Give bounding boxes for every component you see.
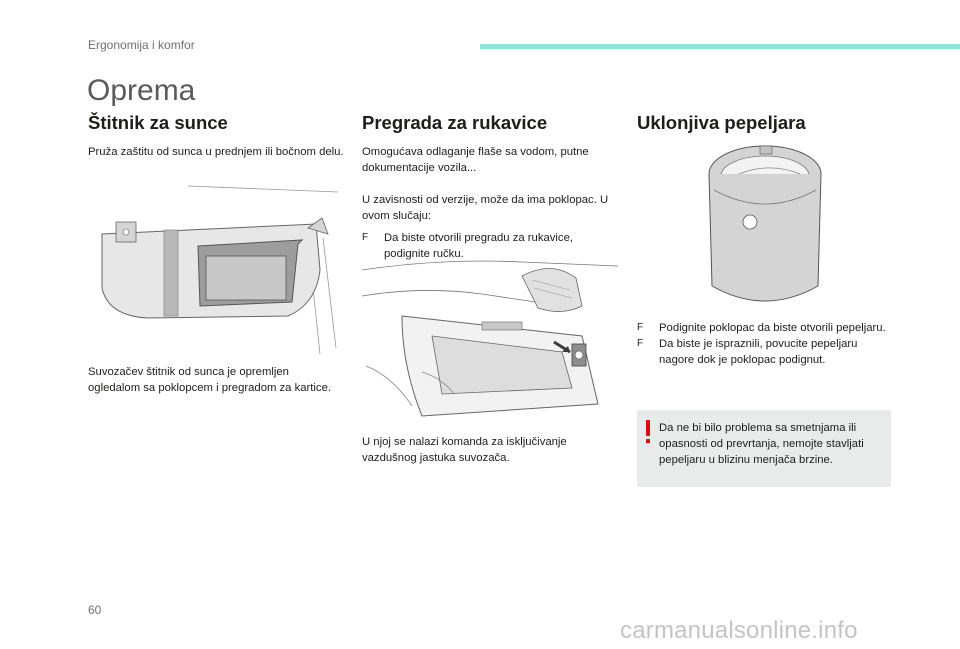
warning-box xyxy=(637,410,891,487)
sun-visor-illustration xyxy=(88,178,344,363)
intro-glove-box: Omogućava odlaganje flaše sa vodom, putne dokumentacije vozila... xyxy=(362,146,589,174)
caption-glove-box: U njoj se nalazi komanda za isključivanje vazdušnog jastuka suvozača. xyxy=(362,436,567,464)
heading-glove-box: Pregrada za rukavice xyxy=(362,112,548,133)
caption-glove-box-block xyxy=(362,434,618,466)
caption-sun-visor: Suvozačev štitnik od sunca je opremljen ogledalom sa poklopcem i pregradom za kartice. xyxy=(88,366,332,394)
heading-sun-visor: Štitnik za sunce xyxy=(88,112,228,133)
bullet-list-ashtray xyxy=(637,320,893,368)
header-accent-bar xyxy=(480,44,960,49)
caption-sun-visor-block xyxy=(88,364,344,396)
warning-exclamation-icon xyxy=(645,420,651,444)
list-item: F Da biste otvorili pregradu za rukavice, podignite ručku. xyxy=(362,232,573,260)
section-label: Ergonomija i komfor xyxy=(88,38,195,52)
list-item: F Podignite poklopac da biste otvorili pepeljaru. xyxy=(637,322,886,334)
warning-text: Da ne bi bilo problema sa smetnjama ili opasnosti od prevrtanja, nemojte stavljati pepeljaru u blizinu menjača brzine. xyxy=(659,422,864,466)
intro-sun-visor: Pruža zaštitu od sunca u prednjem ili bočnom delu. xyxy=(88,146,344,158)
column-glove-box xyxy=(362,112,618,262)
bullet-marker-icon: F xyxy=(637,338,644,349)
bullet-marker-icon: F xyxy=(637,322,644,333)
page-number: 60 xyxy=(88,603,102,617)
heading-ashtray: Uklonjiva pepeljara xyxy=(637,112,806,133)
glove-box-illustration xyxy=(362,256,618,431)
bullet-marker-icon: F xyxy=(362,232,369,243)
watermark: carmanualsonline.info xyxy=(620,617,858,644)
page-title: Oprema xyxy=(87,74,196,107)
ashtray-illustration xyxy=(700,140,830,315)
note-glove-box: U zavisnosti od verzije, može da ima poklopac. U ovom slučaju: xyxy=(362,194,609,222)
list-item: F Da biste je ispraznili, povucite pepeljaru nagore dok je poklopac podignut. xyxy=(637,338,858,366)
bullets-ashtray-block xyxy=(637,320,893,368)
column-sun-visor xyxy=(88,112,344,160)
